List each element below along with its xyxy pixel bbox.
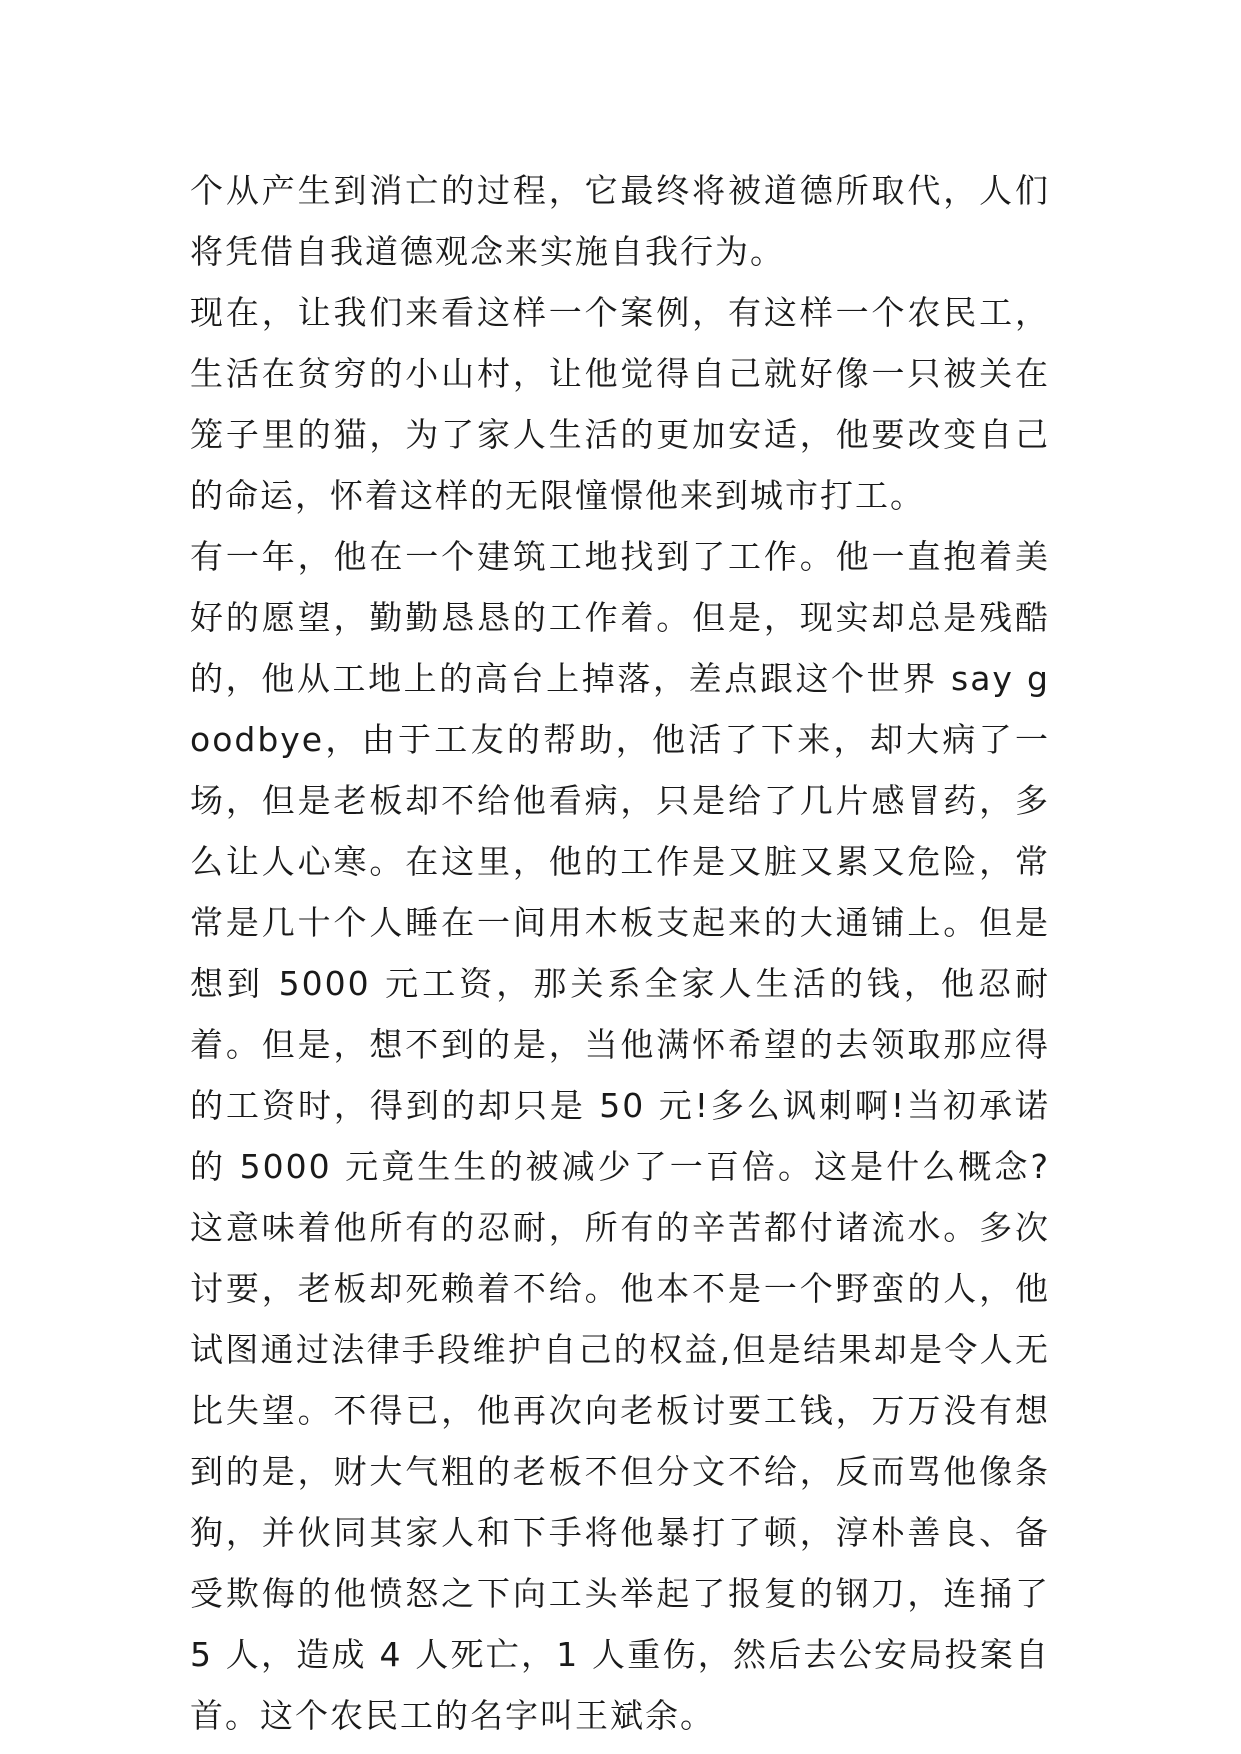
document-body xyxy=(190,160,1050,1746)
paragraph-1: 个从产生到消亡的过程，它最终将被道德所取代，人们将凭借自我道德观念来实施自我行为。 xyxy=(190,171,1050,271)
paragraph-2: 现在，让我们来看这样一个案例，有这样一个农民工，生活在贫穷的小山村，让他觉得自己就好像一只被关在笼子里的猫，为了家人生活的更加安适，他要改变自己的命运，怀着这样的无限憧憬他来到城市打工。 xyxy=(190,293,1050,515)
paragraph-3: 有一年，他在一个建筑工地找到了工作。他一直抱着美好的愿望，勤勤恳恳的工作着。但是，现实却总是残酷的，他从工地上的高台上掉落，差点跟这个世界 say goodbye，由于工友的帮助，他活了下来，却大病了一场，但是老板却不给他看病，只是给了几片感冒药，多么让人心寒。在这里，他的工作是又脏又累又危险，常常是几十个人睡在一间用木板支起来的大通铺上。但是想到 5000 元工资，那关系全家人生活的钱，他忍耐着。但是，想不到的是，当他满怀希望的去领取那应得的工资时，得到的却只是 50 元!多么讽刺啊!当初承诺的 5000 元竟生生的被减少了一百倍。这是什么概念?这意味着他所有的忍耐，所有的辛苦都付诸流水。多次讨要，老板却死赖着不给。他本不是一个野蛮的人，他试图通过法律手段维护自己的权益,但是结果却是令人无比失望。不得已，他再次向老板讨要工钱，万万没有想到的是，财大气粗的老板不但分文不给，反而骂他像条狗，并伙同其家人和下手将他暴打了顿，淳朴善良、备受欺侮的他愤怒之下向工头举起了报复的钢刀，连捅了 5 人，造成 4 人死亡，1 人重伤，然后去公安局投案自首。这个农民工的名字叫王斌余。 xyxy=(190,537,1050,1735)
